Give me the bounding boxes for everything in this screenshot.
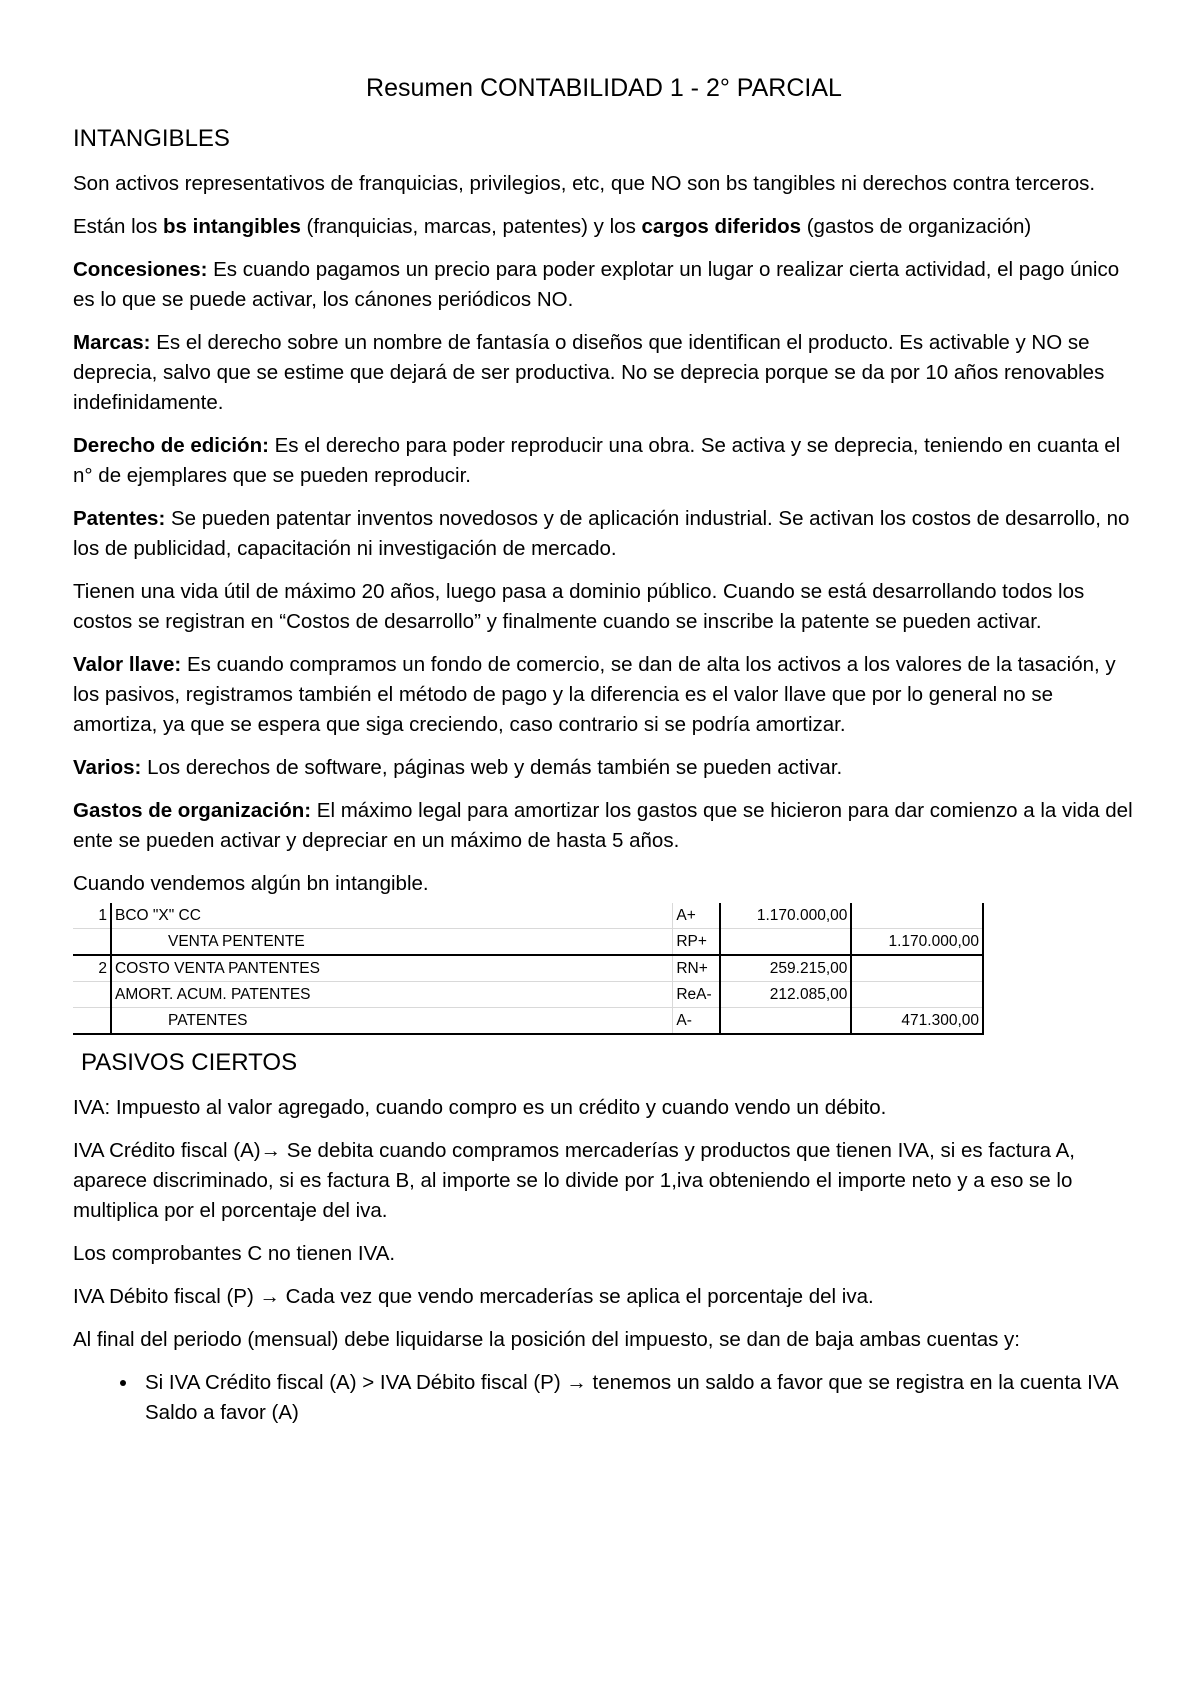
intro-paragraph: Son activos representativos de franquicias, privilegios, etc, que NO son bs tangibles ni derechos contra terceros.: [73, 172, 1096, 195]
iva-paragraph: IVA: Impuesto al valor agregado, cuando compro es un crédito y cuando vendo un débito.: [73, 1096, 887, 1119]
credit-amount: [851, 982, 983, 1008]
liquidacion-paragraph: Al final del periodo (mensual) debe liquidarse la posición del impuesto, se dan de baja ambas cuentas y:: [73, 1328, 1020, 1351]
entry-number: [73, 1008, 111, 1035]
definition-concesiones: Concesiones: Es cuando pagamos un precio para poder explotar un lugar o realizar cierta actividad, el pago único es lo que se puede activar, los cánones periódicos NO.: [73, 258, 1120, 311]
credit-amount: [851, 955, 983, 982]
list-item: • Si IVA Crédito fiscal (A) > IVA Débito fiscal (P) → tenemos un saldo a favor que se registra en la cuenta IVA Saldo a favor (A): [139, 1368, 1135, 1428]
definition-marcas: Marcas: Es el derecho sobre un nombre de fantasía o diseños que identifican el producto. Es activable y NO se deprecia, salvo que se estime que dejará de ser productiva. No se deprecia porque se da por 10 años renovables indefinidamente.: [73, 331, 1105, 414]
credit-amount: 1.170.000,00: [851, 929, 983, 956]
section-heading-pasivos: PASIVOS CIERTOS: [81, 1049, 298, 1076]
account-code: A+: [673, 903, 720, 929]
account-name: BCO "X" CC: [111, 903, 673, 929]
account-code: ReA-: [673, 982, 720, 1008]
debit-amount: 212.085,00: [720, 982, 852, 1008]
account-code: RP+: [673, 929, 720, 956]
account-name: AMORT. ACUM. PATENTES: [111, 982, 673, 1008]
definition-valor-llave: Valor llave: Es cuando compramos un fondo de comercio, se dan de alta los activos a los valores de la tasación, y los pasivos, registramos también el método de pago y la diferencia es el valor llave que por lo general no se amortiza, ya que se espera que siga creciendo, caso contrario si se podría amortizar.: [73, 653, 1116, 736]
table-row: [73, 903, 983, 929]
intangibles-types-paragraph: Están los bs intangibles (franquicias, marcas, patentes) y los cargos diferidos (gastos de organización): [73, 215, 1032, 238]
iva-debito-paragraph: IVA Débito fiscal (P) → Cada vez que vendo mercaderías se aplica el porcentaje del iva.: [73, 1285, 874, 1308]
document-title: Resumen CONTABILIDAD 1 - 2° PARCIAL: [366, 74, 842, 102]
debit-amount: 259.215,00: [720, 955, 852, 982]
account-code: A-: [673, 1008, 720, 1035]
sale-intro: Cuando vendemos algún bn intangible.: [73, 872, 429, 895]
account-name: VENTA PENTENTE: [111, 929, 673, 956]
iva-credito-paragraph: IVA Crédito fiscal (A)→ Se debita cuando compramos mercaderías y productos que tienen IVA, si es factura A, aparece discriminado, si es factura B, al importe se lo divide por 1,iva obteniendo el importe neto y a eso se lo multiplica por el porcentaje del iva.: [73, 1139, 1075, 1222]
entry-number: [73, 982, 111, 1008]
account-name: COSTO VENTA PANTENTES: [111, 955, 673, 982]
debit-amount: [720, 929, 852, 956]
definition-gastos-organizacion: Gastos de organización: El máximo legal para amortizar los gastos que se hicieron para dar comienzo a la vida del ente se pueden activar y depreciar en un máximo de hasta 5 años.: [73, 799, 1133, 852]
definition-patentes: Patentes: Se pueden patentar inventos novedosos y de aplicación industrial. Se activan los costos de desarrollo, no los de publicidad, capacitación ni investigación de mercado.: [73, 507, 1130, 560]
table-row: [73, 955, 983, 982]
document-page: [73, 74, 1135, 1428]
table-row: [73, 1008, 983, 1035]
bullet-list: [73, 1368, 1135, 1428]
debit-amount: [720, 1008, 852, 1035]
journal-entries-table: [73, 903, 984, 1035]
entry-number: 1: [73, 903, 111, 929]
definition-varios: Varios: Los derechos de software, páginas web y demás también se pueden activar.: [73, 756, 843, 779]
section-heading-intangibles: INTANGIBLES: [73, 125, 230, 152]
table-row: [73, 929, 983, 956]
table-row: [73, 982, 983, 1008]
account-name: PATENTES: [111, 1008, 673, 1035]
debit-amount: 1.170.000,00: [720, 903, 852, 929]
comprobantes-paragraph: Los comprobantes C no tienen IVA.: [73, 1242, 396, 1265]
definition-derecho-edicion: Derecho de edición: Es el derecho para poder reproducir una obra. Se activa y se deprecia, teniendo en cuanta el n° de ejemplares que se pueden reproducir.: [73, 434, 1121, 487]
entry-number: 2: [73, 955, 111, 982]
credit-amount: [851, 903, 983, 929]
entry-number: [73, 929, 111, 956]
account-code: RN+: [673, 955, 720, 982]
credit-amount: 471.300,00: [851, 1008, 983, 1035]
patentes-extra-paragraph: Tienen una vida útil de máximo 20 años, luego pasa a dominio público. Cuando se está desarrollando todos los costos se registran en “Costos de desarrollo” y finalmente cuando se inscribe la patente se pueden activar.: [73, 580, 1085, 633]
